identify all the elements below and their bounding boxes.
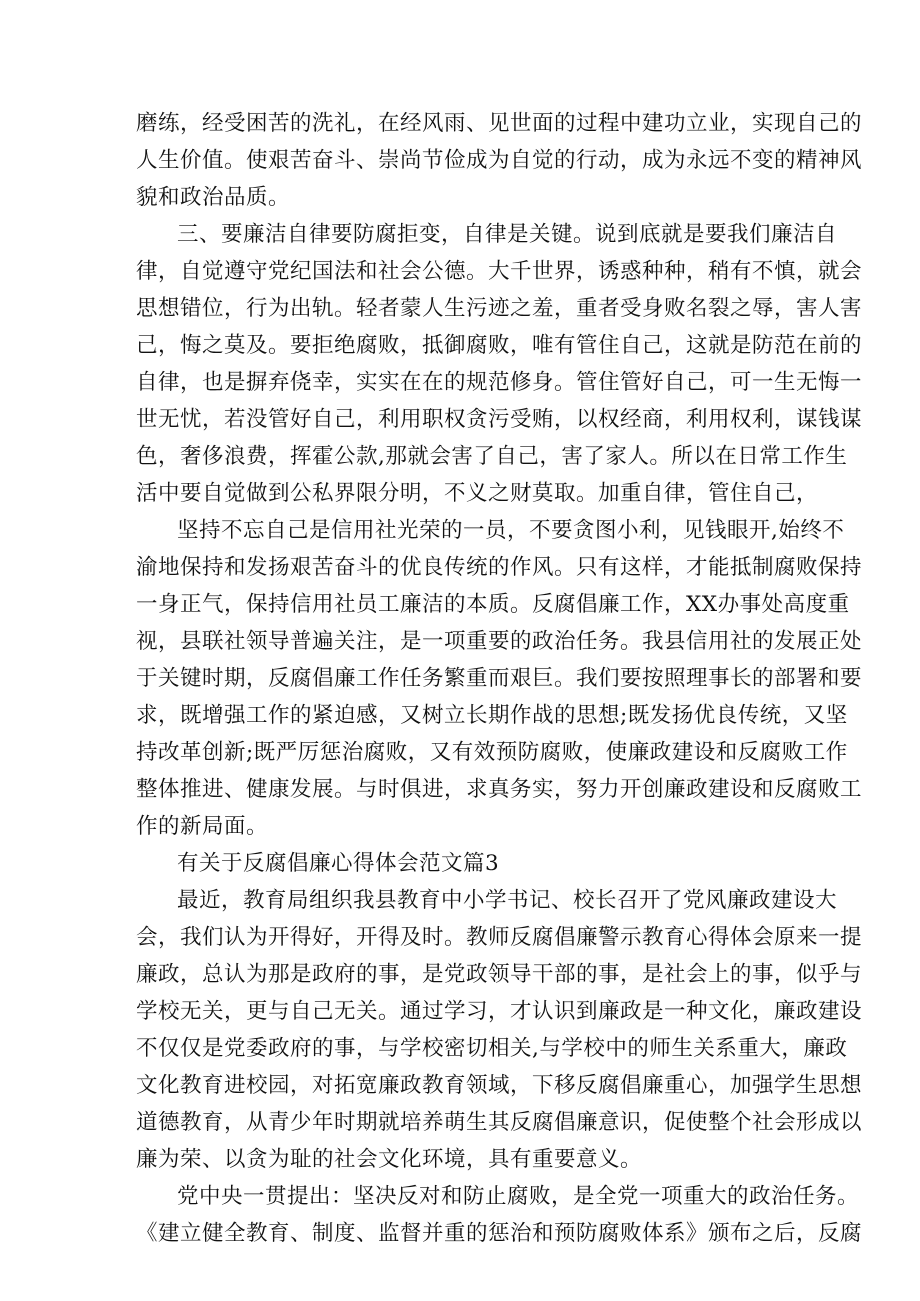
paragraph-line: 党中央一贯提出：坚决反对和防止腐败，是全党一项重大的政治任务。 <box>177 1184 860 1209</box>
paragraph-line: 思想错位，行为出轨。轻者蒙人生污迹之羞，重者受身败名裂之辱，害人害 <box>136 296 863 321</box>
paragraph-line: 最近，教育局组织我县教育中小学书记、校长召开了党风廉政建设大 <box>177 888 838 913</box>
paragraph-line: 渝地保持和发扬艰苦奋斗的优良传统的作风。只有这样，才能抵制腐败保持 <box>136 555 863 580</box>
paragraph-line: 律，自觉遵守党纪国法和社会公德。大千世界，诱惑种种，稍有不慎，就会 <box>136 259 863 284</box>
paragraph-line: 廉政，总认为那是政府的事，是党政领导干部的事，是社会上的事，似乎与 <box>136 962 863 987</box>
paragraph-line: 世无忧，若没管好自己，利用职权贪污受贿，以权经商，利用权利，谋钱谋 <box>136 407 863 432</box>
paragraph-line: 求，既增强工作的紧迫感，又树立长期作战的思想;既发扬优良传统，又坚 <box>136 703 848 728</box>
paragraph-line: 自律，也是摒弃侥幸，实实在在的规范修身。管住管好自己，可一生无悔一 <box>136 370 863 395</box>
paragraph-line: 廉为荣、以贪为耻的社会文化环境，具有重要意义。 <box>136 1147 643 1172</box>
paragraph-line: 三、要廉洁自律要防腐拒变，自律是关键。说到底就是要我们廉洁自 <box>177 222 838 247</box>
paragraph-line: 《建立健全教育、制度、监督并重的惩治和预防腐败体系》颁布之后，反腐 <box>136 1221 863 1246</box>
paragraph-line: 道德教育，从青少年时期就培养萌生其反腐倡廉意识，促使整个社会形成以 <box>136 1110 863 1135</box>
paragraph-line: 色，奢侈浪费，挥霍公款,那就会害了自己，害了家人。所以在日常工作生 <box>136 444 848 469</box>
paragraph-line: 于关键时期，反腐倡廉工作任务繁重而艰巨。我们要按照理事长的部署和要 <box>136 666 863 691</box>
paragraph-line: 会，我们认为开得好，开得及时。教师反腐倡廉警示教育心得体会原来一提 <box>136 925 863 950</box>
paragraph-line: 磨练，经受困苦的洗礼，在经风雨、见世面的过程中建功立业，实现自己的 <box>136 111 863 136</box>
paragraph-line: 坚持不忘自己是信用社光荣的一员，不要贪图小利，见钱眼开,始终不 <box>177 518 845 543</box>
paragraph-line: 学校无关，更与自己无关。通过学习，才认识到廉政是一种文化，廉政建设 <box>136 999 863 1024</box>
paragraph-line: 视，县联社领导普遍关注，是一项重要的政治任务。我县信用社的发展正处 <box>136 629 863 654</box>
paragraph-line: 己，悔之莫及。要拒绝腐败，抵御腐败，唯有管住自己，这就是防范在前的 <box>136 333 863 358</box>
paragraph-line: 文化教育进校园，对拓宽廉政教育领域，下移反腐倡廉重心，加强学生思想 <box>136 1073 863 1098</box>
section-heading: 有关于反腐倡廉心得体会范文篇3 <box>177 851 500 876</box>
paragraph-line: 人生价值。使艰苦奋斗、崇尚节俭成为自觉的行动，成为永远不变的精神风 <box>136 148 863 173</box>
paragraph-line: 作的新局面。 <box>136 814 269 839</box>
paragraph-line: 不仅仅是党委政府的事，与学校密切相关,与学校中的师生关系重大，廉政 <box>136 1036 848 1061</box>
paragraph-line: 一身正气，保持信用社员工廉洁的本质。反腐倡廉工作，XX办事处高度重 <box>136 592 850 617</box>
paragraph-line: 貌和政治品质。 <box>136 185 291 210</box>
paragraph-line: 持改革创新;既严厉惩治腐败，又有效预防腐败，使廉政建设和反腐败工作 <box>136 740 848 765</box>
paragraph-line: 整体推进、健康发展。与时俱进，求真务实，努力开创廉政建设和反腐败工 <box>136 777 863 802</box>
paragraph-line: 活中要自觉做到公私界限分明，不义之财莫取。加重自律，管住自己， <box>136 481 819 506</box>
